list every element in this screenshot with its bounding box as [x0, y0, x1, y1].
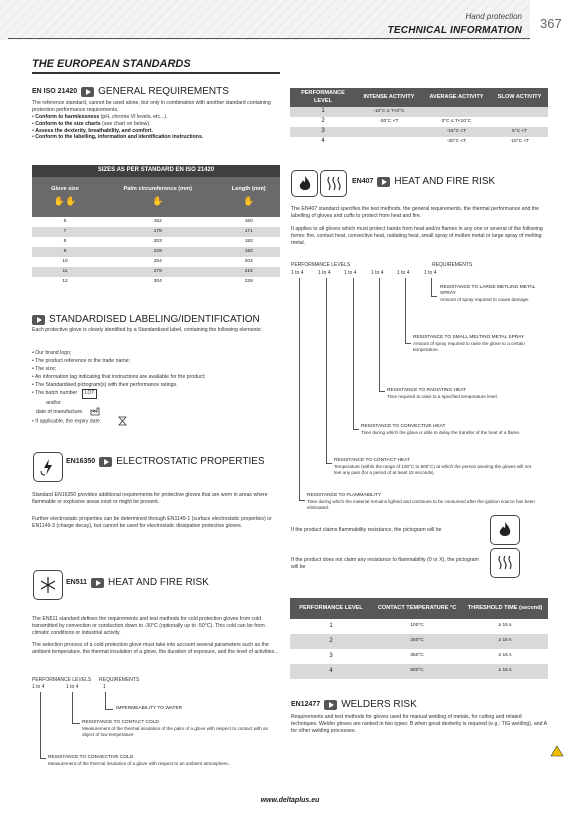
heat-waves-icon [497, 554, 513, 572]
heat-req-item: RESISTANCE TO LARGE METLING METAL SPRAY Amount of spray required to cause damage. [440, 285, 536, 302]
heat-waves-icon [326, 175, 342, 193]
cold-req-header: REQUIREMENTS [99, 677, 140, 683]
labeling-list [32, 349, 280, 426]
heat-pictogram-example [490, 548, 520, 578]
list-item: • The size; [32, 366, 57, 373]
length-measure-icon: ✋ [243, 195, 255, 206]
tree-connector [40, 758, 46, 759]
tree-connector [379, 391, 385, 392]
heat-req-item: RESISTANCE TO CONTACT HEAT Temperature (within the range of 100°C to 500°C) at which the person wearing the gloves will not feel any pain (for a period of at least 15 seconds). [334, 458, 531, 475]
electrostatic-pictogram [33, 452, 63, 482]
general-std: EN ISO 21420 [32, 87, 78, 95]
table-row: 9 229 192 [32, 247, 280, 257]
tree-connector [431, 278, 432, 296]
size-col-header: Glove size ✋✋ [32, 177, 98, 217]
list-item: and/or [46, 400, 61, 407]
electrostatic-heading [66, 455, 265, 468]
list-item: • Our brand logo; [32, 350, 72, 356]
cold-req-item: RESISTANCE TO CONVECTIVE COLD Measurement of the thermal insulation of a glove with respect to an ambient atmosphere.. [48, 755, 231, 766]
heat-level: 1 to 4 [371, 270, 384, 276]
page-title: THE EUROPEAN STANDARDS [32, 58, 191, 70]
col-header: PERFORMANCE LEVEL [290, 598, 372, 619]
list-item: • An information tag indicating that instructions are available for the product; [32, 374, 206, 381]
cold-level: 1 to 4 [66, 684, 79, 690]
length-col-header: Length (mm) ✋ [217, 177, 280, 217]
table-row: 4 500°C ≥ 15 s [290, 664, 548, 679]
table-row: 6 152 160 [63, 218, 253, 224]
header-divider [8, 38, 530, 39]
tree-connector [299, 278, 300, 500]
col-header: THRESHOLD TIME (second) [462, 598, 548, 619]
general-bullet: • Conform to the size charts (see chart on below). [32, 120, 151, 127]
cold-pictogram [33, 570, 63, 600]
heat-req-item: RESISTANCE TO FLAMMABILITY Time during which the material remains lighted and continues to be consumed after the ignition source has been eliminated. [307, 493, 535, 510]
flame-pictogram [291, 170, 318, 197]
table-row: 11 279 215 [32, 267, 280, 277]
tree-connector [353, 429, 359, 430]
general-bullet: • Assess the dexterity, breathability, and comfort. [32, 127, 153, 134]
electrostatic-std: EN16350 [66, 457, 96, 465]
heat-level: 1 to 4 [318, 270, 331, 276]
footer-url[interactable]: www.deltaplus.eu [260, 797, 320, 804]
welders-heading [291, 698, 417, 711]
cold-levels-header: PERFORMANCE LEVELS [32, 677, 92, 683]
heat-level: 1 to 4 [397, 270, 410, 276]
cold-std: EN511 [66, 578, 88, 586]
palm-col-header: Palm circumference (mm) ✋ [98, 177, 217, 217]
snowflake-icon [38, 575, 58, 595]
heat-level: 1 to 4 [291, 270, 304, 276]
cold-level: 1 to 4 [32, 684, 45, 690]
table-row: 7 178 171 [32, 227, 280, 237]
general-bullets [32, 114, 280, 141]
cold-p2: The selection process of a cold protection glove must take into account several parameters such as the ambient temperature, the thermal insulation of a glove, the duration of exposure, and the level of activities... [32, 642, 279, 655]
welders-p1: Requirements and test methods for gloves used for manual welding of metals, for cutting and related techniques. Welder gloves are ranked in two types: B when great dexterity is required (e.g.: TIG welding), and A for other welding processes. [291, 714, 547, 734]
no-flame-claim-text: If the product does not claim any resistance to flammability (0 or X), the pictogram will be [291, 557, 479, 570]
col-header: PERFORMANCE LEVEL [290, 88, 356, 107]
play-icon [32, 315, 45, 325]
tree-connector [105, 709, 113, 710]
heat-levels-header: PERFORMANCE LEVELS [291, 262, 351, 268]
col-header: AVERAGE ACTIVITY [422, 88, 491, 107]
list-item: • The product reference or the trade name; [32, 358, 131, 365]
labeling-intro: Each protective glove is clearly identified by a Standardised label, containing the following elements: [32, 327, 262, 333]
tree-connector [379, 278, 380, 391]
electrostatic-p1: Standard EN16350 provides additional requirements for protective gloves that are worn in areas where flammable or explosive areas exist or might be present. [32, 492, 268, 505]
tree-connector [353, 278, 354, 429]
col-header: SLOW ACTIVITY [491, 88, 548, 107]
heat-req-item: RESISTANCE TO RADIATING HEAT Time required to raise to a specified temperature level. [387, 388, 498, 399]
size-table [32, 165, 280, 287]
general-intro: The reference standard, cannot be used alone, but only in combination with another standard containing protection performance requirements. [32, 100, 271, 113]
heat-std: EN407 [352, 177, 374, 185]
tree-connector [40, 692, 41, 758]
table-row: 3 350°C ≥ 15 s [329, 652, 512, 659]
flame-pictogram-example [490, 515, 520, 545]
table-row: 12 304 226 [62, 278, 253, 284]
labeling-heading [32, 313, 260, 326]
flame-icon [497, 521, 513, 539]
electrostatic-title: ELECTROSTATIC PROPERTIES [116, 456, 265, 467]
cold-activity-table [290, 88, 548, 147]
play-icon [324, 700, 337, 710]
play-icon [81, 87, 94, 97]
cold-p1: The EN511 standard defines the requirements and test methods for cold protection gloves from cold transmitted by convection or conduction down to -30°C (optionally up to -50°C). This cold can be from climatic conditions or industrial activity. [32, 616, 265, 636]
heat-p1: The EN407 standard specifies the test methods, the general requirements, the thermal performance and the labelling of gloves and cuffs to protect from heat and fire. [291, 206, 539, 219]
lot-icon: LOT [82, 389, 98, 399]
table-row: 2 250°C ≥ 15 s [290, 634, 548, 649]
brand-logo-icon [550, 745, 564, 757]
cold-level: 1 [103, 684, 106, 690]
tree-connector [72, 692, 73, 723]
heat-pictogram [320, 170, 347, 197]
flame-icon [297, 175, 313, 193]
hand-icon: ✋✋ [53, 195, 77, 206]
contact-heat-table [290, 598, 548, 679]
header-subtitle: Hand protection [465, 12, 522, 21]
lightning-icon [38, 457, 58, 477]
table-row: 10 254 204 [62, 258, 253, 264]
table-row: 1 -10°C ≤ T<0°C [290, 107, 548, 117]
play-icon [377, 177, 390, 187]
heat-title: HEAT AND FIRE RISK [394, 176, 496, 187]
electrostatic-p2: Further electrostatic properties can be determined through EN1149-1 (surface electrostatic properties) or EN1149-3 (charge decay), but cannot be used for electrostatic dissipative protective gloves. [32, 516, 272, 529]
tree-connector [299, 500, 305, 501]
cold-title: HEAT AND FIRE RISK [108, 577, 209, 588]
tree-connector [105, 692, 106, 709]
play-icon [99, 457, 112, 467]
heat-req-item: RESISTANCE TO CONVECTIVE HEAT Time during which the glove is able to delay the transfer of the heat of a flame. [361, 424, 521, 435]
table-row: 3 -15°C <T 5°C <T [290, 127, 548, 137]
heat-p2: It applies to all gloves which must protect hands from heat and/or flames in any one or several of the following forms: fire, contact heat, convective heat, radiating heat, small spray of molten metal or large spray of melting metal. [291, 226, 543, 246]
list-item: • The batch number LOT [32, 389, 280, 399]
list-item: • If applicable, the expiry date. [32, 416, 280, 426]
general-bullet: • Conform to harmlessness (pH, chrome VI levels, etc...). [32, 114, 168, 120]
tree-connector [326, 278, 327, 463]
tree-connector [405, 343, 411, 344]
palm-measure-icon: ✋ [152, 195, 164, 206]
title-rule [32, 72, 280, 74]
tree-connector [431, 296, 437, 297]
cold-req-item: IMPERMEABILITY TO WATER [116, 706, 183, 711]
tree-connector [326, 463, 332, 464]
heat-req-item: RESISTANCE TO SMALL MELTING METAL SPRAY Amount of spray required to raise the glove to a certain temperature. [413, 335, 525, 352]
table-row: 4 -30°C <T -10°C <T [321, 138, 530, 145]
tree-connector [405, 278, 406, 343]
header-title: TECHNICAL INFORMATION [387, 25, 522, 36]
table-row: 1 100°C ≥ 15 s [329, 622, 512, 629]
table-row: 2 -30°C <T 0°C ≤ T<10°C [321, 118, 472, 125]
welders-title: WELDERS RISK [341, 699, 417, 710]
welders-std: EN12477 [291, 700, 321, 708]
cold-req-item: RESISTANCE TO CONTACT COLD Measurement of the thermal insulation of the palm of a glove with respect to contact with an object of low temperature [82, 720, 269, 737]
list-item: date of manufacture. [32, 407, 280, 416]
col-header: CONTACT TEMPERATURE °C [372, 598, 462, 619]
labeling-title: STANDARDISED LABELING/IDENTIFICATION [49, 314, 260, 325]
table-row: 8 203 182 [63, 238, 253, 244]
page-number: 367 [540, 16, 562, 31]
hourglass-icon [118, 416, 127, 426]
col-header: INTENSE ACTIVITY [356, 88, 422, 107]
flame-claim-text: If the product claims flammability resistance, the pictogram will be [291, 527, 442, 533]
list-item: • The Standardised pictogram(s) with their performance ratings. [32, 382, 178, 389]
play-icon [91, 578, 104, 588]
general-title: GENERAL REQUIREMENTS [98, 86, 229, 97]
size-table-title: SIZES AS PER STANDARD EN ISO 21420 [32, 165, 280, 177]
heat-level: 1 to 4 [344, 270, 357, 276]
heat-heading [352, 175, 495, 188]
heat-req-header: REQUIREMENTS [432, 262, 473, 268]
general-heading [32, 85, 229, 98]
cold-heading [66, 576, 209, 589]
factory-icon [90, 407, 102, 416]
tree-connector [72, 723, 80, 724]
general-bullet: • Conform to the labelling, information and identification instructions. [32, 134, 204, 141]
heat-level: 1 to 4 [424, 270, 437, 276]
